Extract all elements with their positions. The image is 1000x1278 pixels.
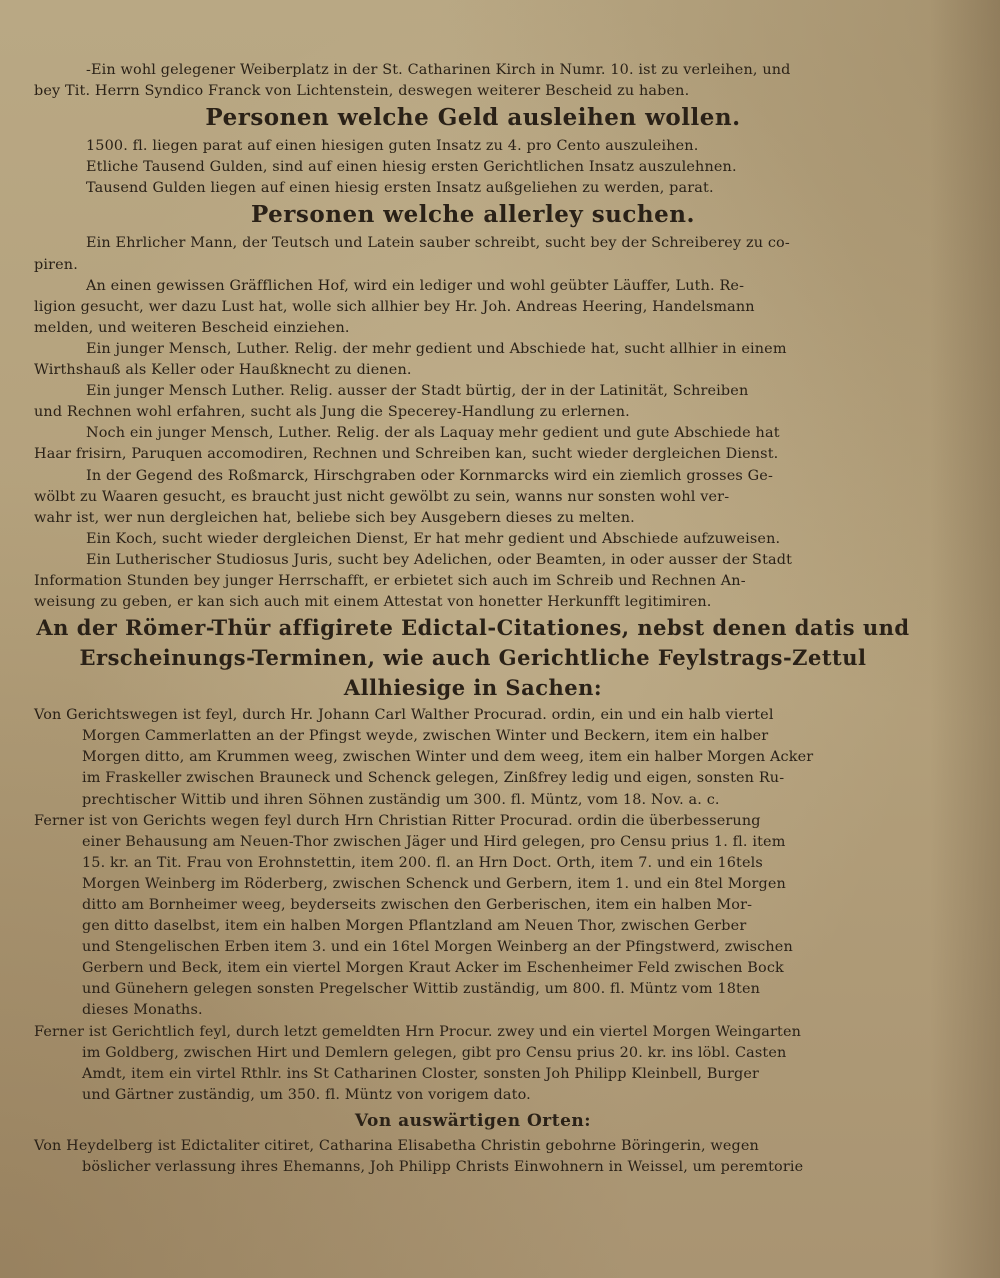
romer-b-line-10: dieses Monaths. xyxy=(82,1002,203,1019)
romer-a-line-3: Morgen ditto, am Krummen weeg, zwischen Winter und dem weeg, item ein halber Morgen Acker xyxy=(82,749,814,766)
romer-b-line-8: Gerbern und Beck, item ein viertel Morgen Kraut Acker im Eschenheimer Feld zwischen Bock xyxy=(82,960,784,977)
geld-line-1: 1500. fl. liegen parat auf einen hiesigen guten Insatz zu 4. pro Cento auszuleihen. xyxy=(86,138,699,155)
notice-weiberplatz-line-2: bey Tit. Herrn Syndico Franck von Lichtenstein, deswegen weiterer Bescheid zu haben. xyxy=(34,83,690,100)
notice-weiberplatz-line-1: -Ein wohl gelegener Weiberplatz in der St. Catharinen Kirch in Numr. 10. ist zu verleihen, und xyxy=(86,62,791,78)
geld-line-2: Etliche Tausend Gulden, sind auf einen hiesig ersten Gerichtlichen Insatz auszulehnen. xyxy=(86,159,737,176)
suchen-p8-line-2: Information Stunden bey junger Herrschafft, er erbietet sich auch im Schreib und Rechnen An- xyxy=(34,572,746,589)
heading-auswaertige-orte: Von auswärtigen Orten: xyxy=(354,1110,592,1131)
suchen-p1-line-2: piren. xyxy=(34,256,78,273)
romer-b-line-4: Morgen Weinberg im Röderberg, zwischen Schenck und Gerbern, item 1. und ein 8tel Morgen xyxy=(82,875,786,892)
suchen-p7-line-1: Ein Koch, sucht wieder dergleichen Dienst, Er hat mehr gedient und Abschiede aufzuweisen. xyxy=(86,530,781,547)
romer-c-line-2: im Goldberg, zwischen Hirt und Demlern gelegen, gibt pro Censu prius 20. kr. ins löbl. Casten xyxy=(82,1044,787,1061)
auswaertig-line-2: böslicher verlassung ihres Ehemanns, Joh Philipp Christs Einwohnern in Weissel, um peremtorie xyxy=(82,1159,804,1176)
suchen-p6-line-2: wölbt zu Waaren gesucht, es braucht just nicht gewölbt zu sein, wanns nur sonsten wohl ver- xyxy=(34,488,730,505)
suchen-p8-line-3: weisung zu geben, er kan sich auch mit einem Attestat von honetter Herkunfft legitimiren. xyxy=(34,594,712,611)
heading-allerley-suchen: Personen welche allerley suchen. xyxy=(251,201,695,229)
romer-b-line-1: Ferner ist von Gerichts wegen feyl durch Hrn Christian Ritter Procurad. ordin die überbesserung xyxy=(34,812,761,829)
suchen-p3-line-1: Ein junger Mensch, Luther. Relig. der mehr gedient und Abschiede hat, sucht allhier in einem xyxy=(86,340,787,357)
suchen-p1-line-1: Ein Ehrlicher Mann, der Teutsch und Latein sauber schreibt, sucht bey der Schreiberey zu co- xyxy=(86,235,790,252)
romer-b-line-9: und Günehern gelegen sonsten Pregelscher Wittib zuständig, um 800. fl. Müntz vom 18ten xyxy=(82,981,761,998)
suchen-p4-line-2: und Rechnen wohl erfahren, sucht als Jung die Specerey-Handlung zu erlernen. xyxy=(34,404,630,421)
romer-b-line-5: ditto am Bornheimer weeg, beyderseits zwischen den Gerberischen, item ein halben Mor- xyxy=(82,897,753,913)
heading-romer-thuer-line-1: An der Römer-Thür affigirete Edictal-Citationes, nebst denen datis und xyxy=(36,615,910,641)
romer-a-line-5: prechtischer Wittib und ihren Söhnen zuständig um 300. fl. Müntz, vom 18. Nov. a. c. xyxy=(82,791,720,808)
suchen-p6-line-3: wahr ist, wer nun dergleichen hat, beliebe sich bey Ausgebern dieses zu melten. xyxy=(34,509,635,526)
romer-c-line-1: Ferner ist Gerichtlich feyl, durch letzt gemeldten Hrn Procur. zwey und ein viertel Morgen Weingarten xyxy=(34,1023,802,1040)
suchen-p8-line-1: Ein Lutherischer Studiosus Juris, sucht bey Adelichen, oder Beamten, in oder ausser der Stadt xyxy=(86,551,793,568)
geld-line-3: Tausend Gulden liegen auf einen hiesig ersten Insatz außgeliehen zu werden, parat. xyxy=(86,180,714,197)
suchen-p2-line-2: ligion gesucht, wer dazu Lust hat, wolle sich allhier bey Hr. Joh. Andreas Heering, Handelsmann xyxy=(34,298,755,315)
romer-a-line-2: Morgen Cammerlatten an der Pfingst weyde, zwischen Winter und Beckern, item ein halber xyxy=(82,728,769,745)
heading-geld-ausleihen: Personen welche Geld ausleihen wollen. xyxy=(205,104,741,132)
romer-b-line-6: gen ditto daselbst, item ein halben Morgen Pflantzland am Neuen Thor, zwischen Gerber xyxy=(82,918,747,935)
auswaertig-line-1: Von Heydelberg ist Edictaliter citiret, Catharina Elisabetha Christin gebohrne Böringerin, wegen xyxy=(34,1137,759,1154)
suchen-p3-line-2: Wirthshauß als Keller oder Haußknecht zu dienen. xyxy=(34,362,412,379)
romer-b-line-3: 15. kr. an Tit. Frau von Erohnstettin, item 200. fl. an Hrn Doct. Orth, item 7. und ein 16tels xyxy=(82,854,763,871)
romer-a-line-4: im Fraskeller zwischen Brauneck und Schenck gelegen, Zinßfrey ledig und eigen, sonsten Ru- xyxy=(82,770,785,787)
romer-a-line-1: Von Gerichtswegen ist feyl, durch Hr. Johann Carl Walther Procurad. ordin, ein und ein halb viertel xyxy=(34,707,774,724)
romer-b-line-2: einer Behausung am Neuen-Thor zwischen Jäger und Hird gelegen, pro Censu prius 1. fl. item xyxy=(82,833,786,850)
heading-romer-thuer-line-3: Allhiesige in Sachen: xyxy=(343,675,603,701)
suchen-p2-line-1: An einen gewissen Gräfflichen Hof, wird ein lediger und wohl geübter Läuffer, Luth. Re- xyxy=(86,277,745,294)
suchen-p6-line-1: In der Gegend des Roßmarck, Hirschgraben oder Kornmarcks wird ein ziemlich grosses Ge- xyxy=(86,467,773,484)
heading-romer-thuer-line-2: Erscheinungs-Terminen, wie auch Gerichtliche Feylstrags-Zettul xyxy=(79,645,867,671)
suchen-p5-line-2: Haar frisirn, Paruquen accomodiren, Rechnen und Schreiben kan, sucht wieder dergleichen Dienst. xyxy=(34,446,779,463)
romer-c-line-4: und Gärtner zuständig, um 350. fl. Müntz von vorigem dato. xyxy=(82,1086,531,1103)
romer-b-line-7: und Stengelischen Erben item 3. und ein 16tel Morgen Weinberg an der Pfingstwerd, zwischen xyxy=(82,939,793,956)
romer-c-line-3: Amdt, item ein virtel Rthlr. ins St Catharinen Closter, sonsten Joh Philipp Kleinbell, Burger xyxy=(82,1065,760,1082)
suchen-p5-line-1: Noch ein junger Mensch, Luther. Relig. der als Laquay mehr gedient und gute Abschiede hat xyxy=(86,425,780,442)
suchen-p2-line-3: melden, und weiteren Bescheid einziehen. xyxy=(34,319,350,336)
suchen-p4-line-1: Ein junger Mensch Luther. Relig. ausser der Stadt bürtig, der in der Latinität, Schreiben xyxy=(86,383,749,400)
